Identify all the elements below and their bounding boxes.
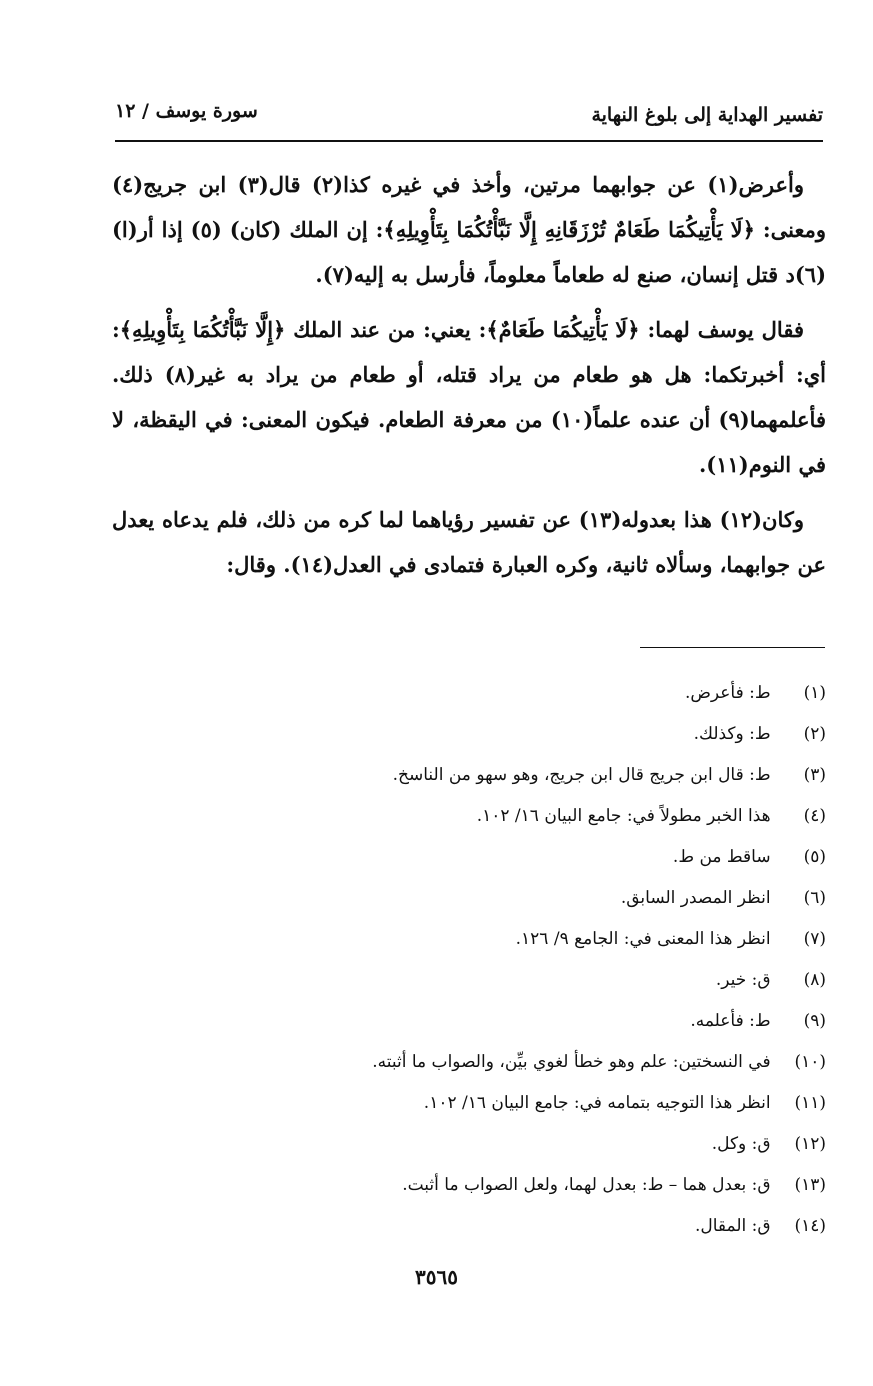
footnote-text: في النسختين: علم وهو خطأ لغوي بيِّن، والصواب ما أثبته.	[372, 1052, 771, 1072]
footnote	[150, 796, 826, 837]
footnote-text: انظر هذا التوجيه بتمامه في: جامع البيان ١٦/ ١٠٢.	[423, 1093, 771, 1113]
footnote-number: (٦)	[803, 888, 826, 908]
footnote	[150, 714, 826, 755]
footnote	[150, 1165, 826, 1206]
footnote-number: (١٤)	[794, 1216, 826, 1236]
page-number: ٣٥٦٥	[415, 1265, 458, 1289]
footnote	[150, 1001, 826, 1042]
footnote-number: (١٢)	[794, 1134, 826, 1154]
header-divider	[115, 140, 823, 142]
paragraph: وكان(١٢) هذا بعدوله(١٣) عن تفسير رؤياهما لما كره من ذلك، فلم يدعاه يعدل عن جوابهما، وسألاه ثانية، وكره العبارة فتمادى في العدل(١٤). وقال:	[112, 507, 826, 577]
footnote-text: ق: خير.	[715, 970, 771, 990]
book-title: تفسير الهداية إلى بلوغ النهاية	[591, 104, 823, 126]
footnote-number: (٢)	[803, 724, 826, 744]
footnote	[150, 1042, 826, 1083]
footnote-text: ط: فأعرض.	[684, 683, 771, 703]
footnote	[150, 960, 826, 1001]
footnote-text: ق: وكل.	[711, 1134, 771, 1154]
paragraph: فقال يوسف لهما: ﴿لَا يَأْتِيكُمَا طَعَامٌ﴾: يعني: من عند الملك ﴿إِلَّا نَبَّأْتُكُمَا بِتَأْوِيلِهِ﴾: أي: أخبرتكما: هل هو طعام من يراد قتله، أو طعام من يراد به غير(٨) ذلك. فأعلمهما(٩) أن عنده علماً(١٠) من معرفة الطعام. فيكون المعنى: في اليقظة، لا في النوم(١١).	[112, 317, 826, 477]
footnote	[150, 1206, 826, 1247]
footnote-number: (٩)	[803, 1011, 826, 1031]
surah-reference: سورة يوسف / ١٢	[115, 100, 258, 122]
footnote	[150, 837, 826, 878]
footnote-text: هذا الخبر مطولاً في: جامع البيان ١٦/ ١٠٢.	[476, 806, 771, 826]
footnote-number: (١٠)	[794, 1052, 826, 1072]
footnote	[150, 919, 826, 960]
footnote-number: (٥)	[803, 847, 826, 867]
running-header	[115, 92, 823, 142]
footnote	[150, 1083, 826, 1124]
footnote-number: (١)	[803, 683, 826, 703]
footnote-number: (٤)	[803, 806, 826, 826]
footnote	[150, 755, 826, 796]
footnotes-list	[150, 673, 826, 1247]
footnote-number: (١٣)	[794, 1175, 826, 1195]
footnote-number: (٧)	[803, 929, 826, 949]
footnote	[150, 1124, 826, 1165]
paragraph: وأعرض(١) عن جوابهما مرتين، وأخذ في غيره كذا(٢) قال(٣) ابن جريج(٤) ومعنى: ﴿لَا يَأْتِيكُمَا طَعَامٌ تُرْزَقَانِهِ إِلَّا نَبَّأْتُكُمَا بِتَأْوِيلِهِ﴾: إن الملك (كان) (٥) إذا أر(ا) (٦)د قتل إنسان، صنع له طعاماً معلوماً، فأرسل به إليه(٧).	[112, 172, 826, 287]
footnote-number: (٣)	[803, 765, 826, 785]
footnote-text: ساقط من ط.	[672, 847, 771, 867]
footnote-text: ق: المقال.	[695, 1216, 771, 1236]
footnote-text: ق: بعدل هما – ط: بعدل لهما، ولعل الصواب ما أثبت.	[402, 1175, 771, 1195]
main-text	[112, 162, 826, 597]
footnote-text: ط: وكذلك.	[693, 724, 771, 744]
footnote-text: انظر المصدر السابق.	[620, 888, 771, 908]
footnote	[150, 878, 826, 919]
footnote-number: (١١)	[794, 1093, 826, 1113]
footnote-text: ط: قال ابن جريج قال ابن جريج، وهو سهو من الناسخ.	[392, 765, 771, 785]
footnote	[150, 673, 826, 714]
footnote-number: (٨)	[803, 970, 826, 990]
footnote-divider	[640, 647, 825, 648]
footnote-text: انظر هذا المعنى في: الجامع ٩/ ١٢٦.	[515, 929, 771, 949]
footnote-text: ط: فأعلمه.	[690, 1011, 771, 1031]
